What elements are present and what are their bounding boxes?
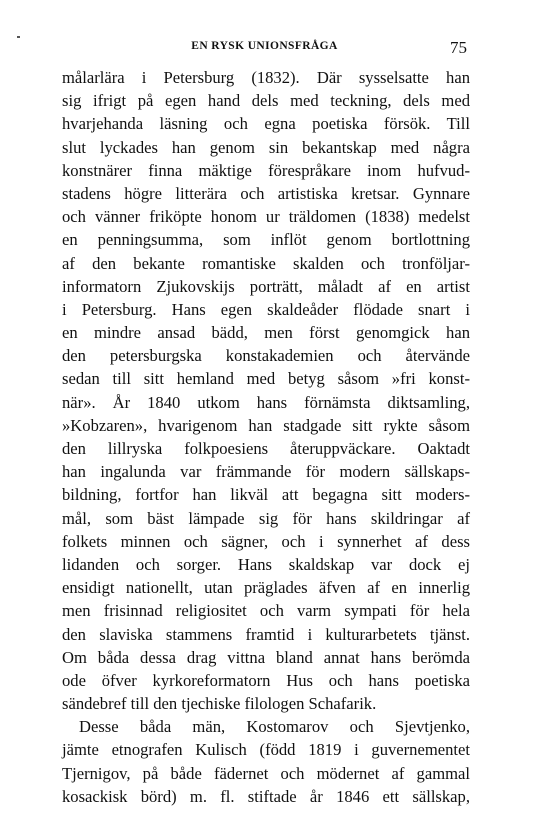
running-title: EN RYSK UNIONSFRÅGA xyxy=(191,40,338,52)
text-line: »Kobzaren», hvarigenom han stadgade sitt rykte såsom xyxy=(62,415,470,435)
text-line: sedan till sitt hemland med betyg såsom »fri konst- xyxy=(62,369,470,389)
text-line: Om båda dessa drag vittna bland annat hans berömda xyxy=(62,647,470,667)
text-line: en penningsumma, som inflöt genom bortlottning xyxy=(62,230,470,250)
text-line: informatorn Zjukovskijs porträtt, måladt af en artist xyxy=(62,276,470,296)
text-line: ode öfver kyrkoreformatorn Hus och hans poetiska xyxy=(62,670,470,690)
text-line: den slaviska stammens framtid i kulturarbetets tjänst. xyxy=(62,624,470,644)
text-line: han ingalunda var främmande för modern sällskaps- xyxy=(62,462,470,482)
body-text xyxy=(62,66,470,808)
text-line: men frisinnad religiositet och varm sympati för hela xyxy=(62,601,470,621)
text-line: mål, som bäst lämpade sig för hans skildringar af xyxy=(62,508,470,528)
text-line: den petersburgska konstakademien och återvände xyxy=(62,346,470,366)
text-line: ensidigt nationellt, utan präglades äfven af en innerlig xyxy=(62,578,470,598)
text-line: Tjernigov, på både fädernet och mödernet af gammal xyxy=(62,763,470,783)
text-line: den lillryska folkpoesiens återuppväckare. Oaktadt xyxy=(62,439,470,458)
text-line: kosackisk börd) m. fl. stiftade år 1846 ett sällskap, xyxy=(62,786,470,806)
text-line: målarlära i Petersburg (1832). Där sysselsatte han xyxy=(62,68,470,87)
text-line: slut lyckades han genom sin bekantskap med några xyxy=(62,137,470,157)
text-line: stadens högre litterära och artistiska kretsar. Gynnare xyxy=(62,183,470,203)
text-line: folkets minnen och sägner, och i synnerhet af dess xyxy=(62,531,470,551)
text-line: och vänner friköpte honom ur träldomen (1838) medelst xyxy=(62,207,470,227)
text-line: sig ifrigt på egen hand dels med teckning, dels med xyxy=(62,91,470,111)
text-line: lidanden och sorger. Hans skaldskap var dock ej xyxy=(62,554,470,574)
text-line: en mindre ansad bädd, men först genomgick han xyxy=(62,323,470,343)
text-line: hvarjehanda läsning och egna poetiska försök. Till xyxy=(62,114,470,134)
text-line: jämte etnografen Kulisch (född 1819 i guvernementet xyxy=(62,740,470,760)
text-line: i Petersburg. Hans egen skaldeåder flödade snart i xyxy=(62,299,470,319)
print-speck xyxy=(17,36,20,38)
text-line: sändebref till den tjechiske filologen Schafarik. xyxy=(62,694,377,714)
page-number: 75 xyxy=(450,38,467,57)
text-line: konstnärer finna mäktige förespråkare inom hufvud- xyxy=(62,160,470,180)
text-line: af den bekante romantiske skalden och tronföljar- xyxy=(62,253,470,273)
text-line: bildning, fortfor han likväl att begagna sitt moders- xyxy=(62,485,470,505)
text-line: Desse båda män, Kostomarov och Sjevtjenko, xyxy=(79,717,470,737)
text-line: när». År 1840 utkom hans förnämsta diktsamling, xyxy=(62,392,470,412)
running-header xyxy=(62,40,467,60)
